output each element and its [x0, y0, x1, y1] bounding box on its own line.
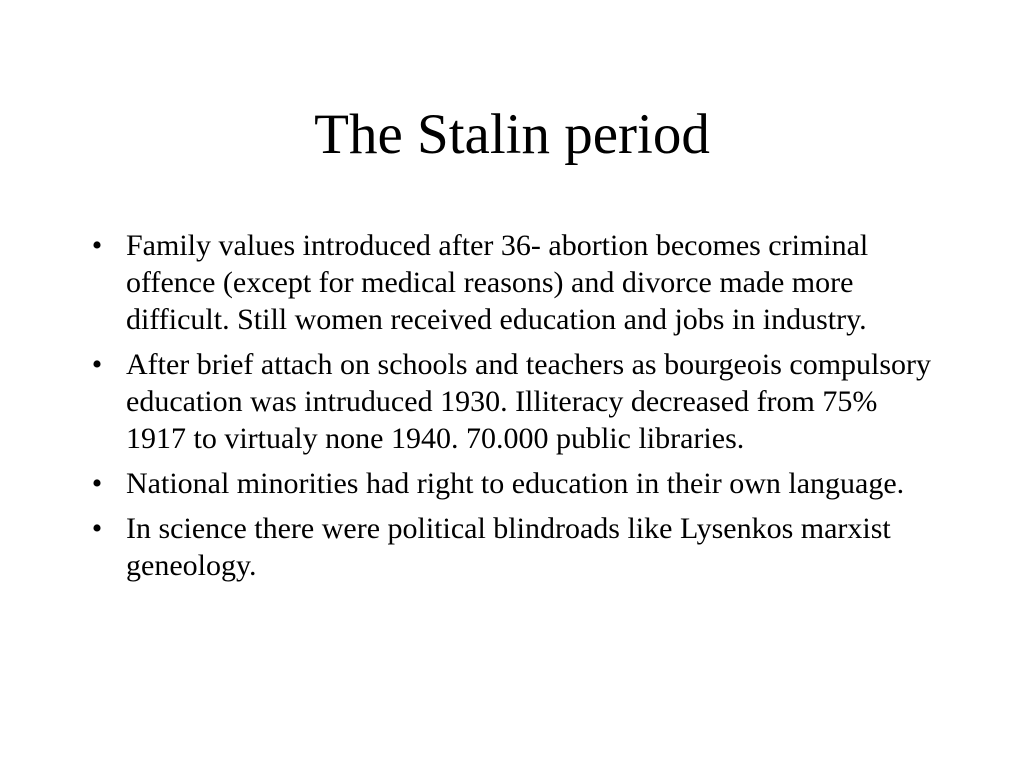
bullet-icon: • — [91, 512, 103, 545]
bullet-text: After brief attach on schools and teachers as bourgeois compulsory education was intruduced 1930. Illiteracy decreased from 75% 1917 to virtualy none 1940. 70.000 public libraries. — [126, 348, 932, 455]
bullet-icon: • — [91, 229, 103, 262]
bullet-item — [83, 227, 943, 338]
bullet-icon: • — [91, 348, 103, 381]
bullet-list — [83, 227, 943, 592]
bullet-item — [83, 510, 943, 584]
bullet-item — [83, 346, 943, 457]
bullet-item — [83, 465, 943, 502]
bullet-text: In science there were political blindroads like Lysenkos marxist geneology. — [126, 512, 891, 582]
slide-title: The Stalin period — [314, 103, 710, 166]
bullet-text: Family values introduced after 36- abortion becomes criminal offence (except for medical reasons) and divorce made more difficult. Still women received education and jobs in industry. — [126, 229, 869, 336]
bullet-text: National minorities had right to education in their own language. — [126, 467, 905, 500]
bullet-icon: • — [91, 467, 103, 500]
